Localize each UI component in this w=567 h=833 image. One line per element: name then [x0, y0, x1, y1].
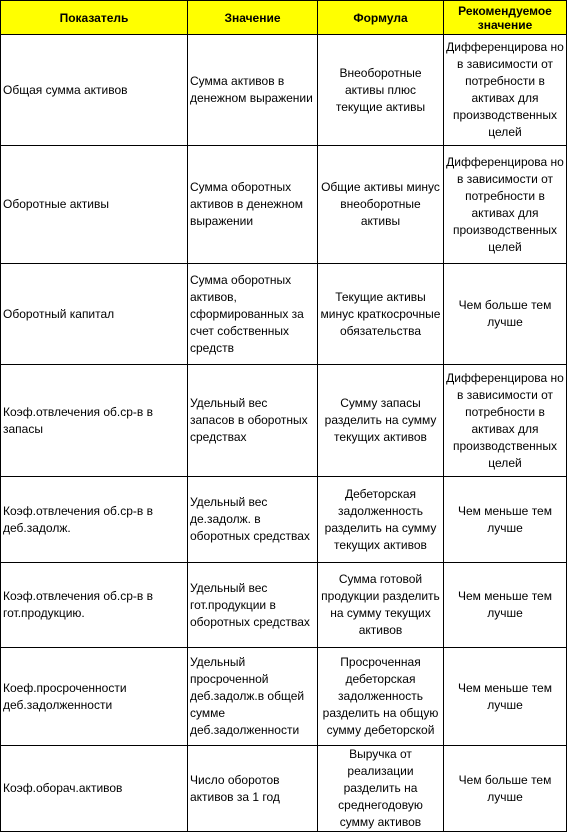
cell-value: Удельный вес де.задолж. в оборотных средствах — [188, 477, 318, 563]
cell-indicator: Оборотные активы — [1, 146, 188, 264]
table-row — [1, 365, 567, 477]
cell-formula: Текущие активы минус краткосрочные обязательства — [318, 264, 444, 365]
header-value: Значение — [188, 1, 318, 35]
cell-formula: Внеоборотные активы плюс текущие активы — [318, 35, 444, 146]
cell-formula: Просроченная дебеторская задолженность разделить на общую сумму дебеторской — [318, 648, 444, 746]
header-recommended: Рекомендуемое значение — [444, 1, 567, 35]
header-indicator: Показатель — [1, 1, 188, 35]
cell-value: Сумма оборотных активов, сформированных за счет собственных средств — [188, 264, 318, 365]
cell-indicator: Коэф.отвлечения об.ср-в в деб.задолж. — [1, 477, 188, 563]
cell-value: Сумма оборотных активов в денежном выражении — [188, 146, 318, 264]
cell-value: Число оборотов активов за 1 год — [188, 746, 318, 832]
cell-formula: Выручка от реализации разделить на среднегодовую сумму активов — [318, 746, 444, 832]
cell-recommended: Дифференцирова но в зависимости от потребности в активах для производственных целей — [444, 146, 567, 264]
table-row — [1, 35, 567, 146]
cell-recommended: Чем меньше тем лучше — [444, 477, 567, 563]
cell-recommended: Чем больше тем лучше — [444, 746, 567, 832]
cell-indicator: Оборотный капитал — [1, 264, 188, 365]
cell-recommended: Дифференцирова но в зависимости от потребности в активах для производственных целей — [444, 35, 567, 146]
cell-indicator: Коэф.оборач.активов — [1, 746, 188, 832]
cell-formula: Сумма готовой продукции разделить на сумму текущих активов — [318, 563, 444, 648]
cell-value: Сумма активов в денежном выражении — [188, 35, 318, 146]
cell-recommended: Чем больше тем лучше — [444, 264, 567, 365]
table-row — [1, 146, 567, 264]
cell-recommended: Чем меньше тем лучше — [444, 648, 567, 746]
cell-indicator: Коэф.отвлечения об.ср-в в гот.продукцию. — [1, 563, 188, 648]
cell-formula: Дебеторская задолженность разделить на сумму текущих активов — [318, 477, 444, 563]
cell-indicator: Общая сумма активов — [1, 35, 188, 146]
cell-value: Удельный вес запасов в оборотных средствах — [188, 365, 318, 477]
cell-formula: Общие активы минус внеоборотные активы — [318, 146, 444, 264]
cell-value: Удельный вес гот.продукции в оборотных средствах — [188, 563, 318, 648]
cell-value: Удельный просроченной деб.задолж.в общей сумме деб.задолженности — [188, 648, 318, 746]
cell-recommended: Дифференцирова но в зависимости от потребности в активах для производственных целей — [444, 365, 567, 477]
table-row — [1, 648, 567, 746]
header-formula: Формула — [318, 1, 444, 35]
table-row — [1, 477, 567, 563]
cell-indicator: Коеф.просроченности деб.задолженности — [1, 648, 188, 746]
table-row — [1, 746, 567, 832]
cell-indicator: Коэф.отвлечения об.ср-в в запасы — [1, 365, 188, 477]
table-row — [1, 264, 567, 365]
table-row — [1, 563, 567, 648]
header-row — [1, 1, 567, 35]
cell-formula: Сумму запасы разделить на сумму текущих активов — [318, 365, 444, 477]
cell-recommended: Чем меньше тем лучше — [444, 563, 567, 648]
